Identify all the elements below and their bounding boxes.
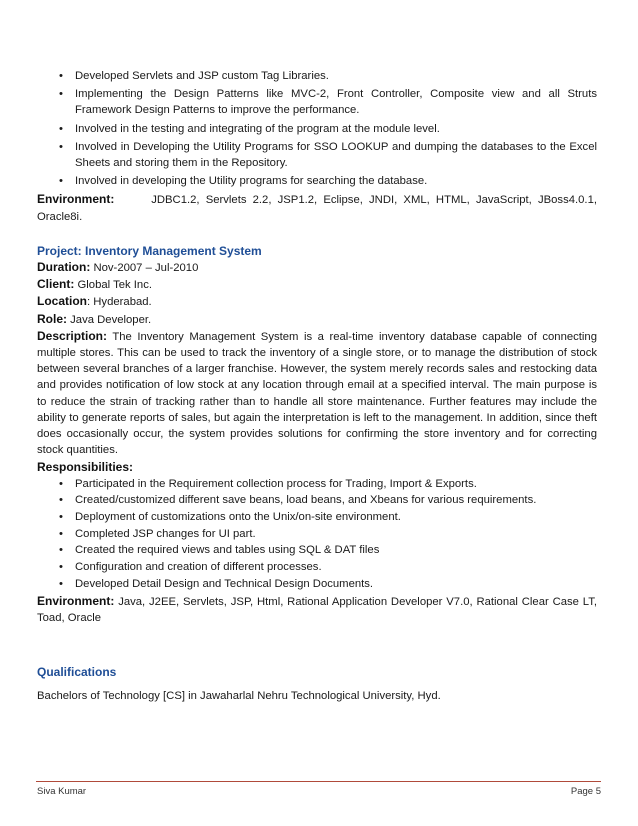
- environment-label: Environment:: [37, 593, 115, 608]
- footer-divider: [36, 781, 601, 782]
- bullet-item: • Involved in developing the Utility programs for searching the database.: [75, 173, 597, 189]
- responsibility-item: • Completed JSP changes for UI part.: [75, 526, 597, 542]
- duration-value: Nov-2007 – Jul-2010: [93, 262, 199, 275]
- responsibility-item: • Created the required views and tables using SQL & DAT files: [75, 542, 597, 558]
- client-label: Client:: [37, 277, 75, 292]
- role-label: Role:: [37, 311, 67, 326]
- location-line: [37, 293, 597, 310]
- description-label: Description:: [37, 328, 108, 343]
- footer-page-number: Page 5: [570, 786, 601, 797]
- project-title: Project: Inventory Management System: [37, 243, 262, 258]
- location-value: : Hyderabad.: [87, 296, 152, 309]
- responsibility-item: • Created/customized different save beans, load beans, and Xbeans for various requirements.: [75, 492, 597, 508]
- responsibility-item: • Developed Detail Design and Technical Design Documents.: [75, 576, 597, 592]
- responsibility-item: • Participated in the Requirement collection process for Trading, Import & Exports.: [75, 476, 597, 492]
- bullet-item: • Involved in the testing and integrating of the program at the module level.: [75, 121, 597, 137]
- duration-label: Duration:: [37, 260, 91, 275]
- responsibilities-list: [37, 476, 597, 592]
- qualifications-title: Qualifications: [37, 665, 117, 679]
- qualifications-text: Bachelors of Technology [CS] in Jawaharlal Nehru Technological University, Hyd.: [37, 690, 441, 703]
- duration-line: [37, 259, 597, 276]
- role-line: [37, 311, 597, 328]
- project-environment: [37, 593, 597, 626]
- environment-value: Java, J2EE, Servlets, JSP, Html, Rational Application Developer V7.0, Rational Clear Case LT, Toad, Oracle: [37, 595, 598, 624]
- responsibility-item: • Deployment of customizations onto the Unix/on-site environment.: [75, 509, 597, 525]
- bullet-item: • Involved in Developing the Utility Programs for SSO LOOKUP and dumping the databases to the Excel Sheets and storing them in the Repository.: [75, 139, 597, 171]
- responsibilities-label: Responsibilities:: [37, 460, 134, 475]
- prev-project-bullets: [37, 68, 597, 189]
- environment-value: JDBC1.2, Servlets 2.2, JSP1.2, Eclipse, JNDI, XML, HTML, JavaScript, JBoss4.0.1, Oracle8i.: [37, 194, 597, 223]
- footer-name: Siva Kumar: [37, 786, 87, 797]
- client-value: Global Tek Inc.: [77, 279, 153, 292]
- role-value: Java Developer.: [70, 313, 152, 326]
- client-line: [37, 276, 597, 293]
- bullet-item: • Developed Servlets and JSP custom Tag Libraries.: [75, 68, 597, 84]
- prev-environment: [37, 191, 597, 224]
- location-label: Location: [37, 294, 87, 309]
- description-paragraph: [37, 328, 597, 459]
- bullet-item: • Implementing the Design Patterns like MVC-2, Front Controller, Composite view and all Struts Framework Design Patterns to improve the performance.: [75, 86, 597, 118]
- environment-label: Environment:: [37, 192, 115, 207]
- page-content: [37, 68, 597, 704]
- description-value: The Inventory Management System is a real-time inventory database capable of connecting multiple stores. This can be used to track the inventory of a single store, or to manage the distribution of stock between several branches of a larger franchise. However, the system merely records sales and restocking data and provides notification of low stock at any location through email at a specified interval. The main purpose is to reduce the strain of tracking rather than to handle all store maintenance. Further features may include the ability to generate reports of sales, but again the interpretation is left to the management. In addition, since theft does occasionally occur, the system provides solutions for confirming the store inventory and for correcting stock quantities.: [37, 330, 597, 457]
- responsibility-item: • Configuration and creation of different processes.: [75, 559, 597, 575]
